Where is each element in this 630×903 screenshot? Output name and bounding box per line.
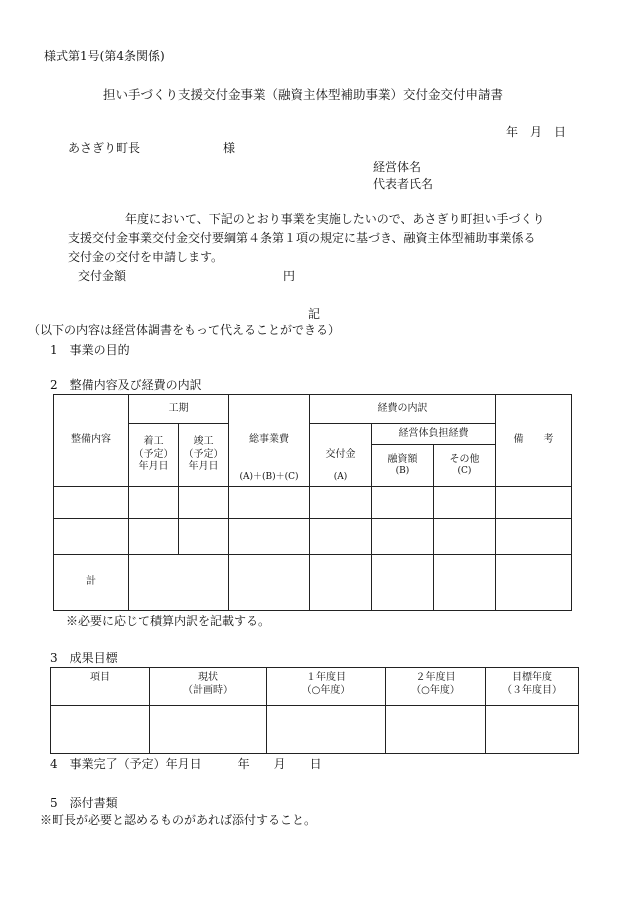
header-other-sub: (C) [457, 466, 472, 477]
header-year1-sub: （○年度） [301, 684, 351, 696]
substitute-note: （以下の内容は経営体調書をもって代えることができる） [28, 323, 341, 337]
section-4-heading: 4 事業完了（予定）年月日 年 月 日 [50, 757, 322, 771]
header-grant-sub: (A) [333, 471, 348, 482]
body-text-line-2: 支援交付金事業交付金交付要綱第４条第１項の規定に基づき、融資主体型補助事業係る [68, 231, 536, 245]
header-remarks: 備 考 [496, 395, 572, 487]
header-year2-cell [386, 668, 486, 706]
attachment-note: ※町長が必要と認めるものがあれば添付すること。 [40, 813, 317, 827]
header-target: 目標年度 [512, 672, 552, 683]
grant-amount-unit: 円 [283, 269, 296, 283]
total-row-label: 計 [54, 555, 129, 611]
header-grant-cell [310, 424, 372, 487]
grant-amount-label: 交付金額 [78, 269, 127, 283]
header-other-cell [434, 445, 496, 487]
header-loan: 融資額 [387, 453, 418, 465]
header-start-date: 着工 （予定） 年月日 [129, 424, 179, 487]
header-grant: 交付金 [325, 448, 356, 460]
header-current-cell [150, 668, 267, 706]
header-target-cell [486, 668, 579, 706]
cost-breakdown-table [53, 394, 572, 611]
date-line: 年 月 日 [506, 125, 567, 139]
section-1-heading: 1 事業の目的 [50, 343, 130, 357]
estimate-note: ※必要に応じて積算内訳を記載する。 [66, 614, 271, 628]
header-current: 現状 [198, 672, 218, 683]
header-year1: １年度目 [306, 672, 346, 683]
applicant-name-label: 経営体名 [373, 160, 422, 174]
header-other: その他 [449, 453, 480, 465]
table-row [54, 487, 572, 519]
header-total: 総事業費 [249, 434, 289, 446]
addressee: あさぎり町長 [68, 141, 141, 155]
header-total-formula: (A)＋(B)＋(C) [239, 471, 299, 482]
total-row [54, 555, 572, 611]
header-burden: 経営体負担経費 [372, 424, 496, 445]
honorific: 様 [223, 141, 236, 155]
header-breakdown: 経費の内訳 [310, 395, 496, 424]
header-target-sub: （３年度目） [502, 684, 562, 696]
header-year1-cell [267, 668, 386, 706]
section-2-heading: 2 整備内容及び経費の内訳 [50, 378, 202, 392]
ki-heading: 記 [308, 307, 321, 321]
body-text-line-1: 年度において、下記のとおり事業を実施したいので、あさぎり町担い手づくり [125, 212, 545, 226]
document-title: 担い手づくり支援交付金事業（融資主体型補助事業）交付金交付申請書 [103, 87, 504, 102]
header-period: 工期 [129, 395, 229, 424]
representative-name-label: 代表者氏名 [373, 177, 434, 191]
header-loan-cell [372, 445, 434, 487]
body-text-line-3: 交付金の交付を申請します。 [68, 250, 224, 264]
table-row [51, 706, 579, 754]
header-content: 整備内容 [54, 395, 129, 487]
section-5-heading: 5 添付書類 [50, 796, 118, 810]
form-number: 様式第1号(第4条関係) [44, 49, 165, 63]
header-year2: ２年度目 [415, 672, 456, 683]
header-end-date: 竣工 （予定） 年月日 [179, 424, 229, 487]
header-current-sub: （計画時） [183, 684, 233, 696]
header-loan-sub: (B) [395, 466, 410, 477]
performance-target-table [50, 667, 579, 754]
section-3-heading: 3 成果目標 [50, 651, 118, 665]
header-total-cell [229, 395, 310, 487]
header-item: 項目 [51, 668, 150, 706]
header-year2-sub: （○年度） [411, 684, 460, 696]
table-row [54, 519, 572, 555]
